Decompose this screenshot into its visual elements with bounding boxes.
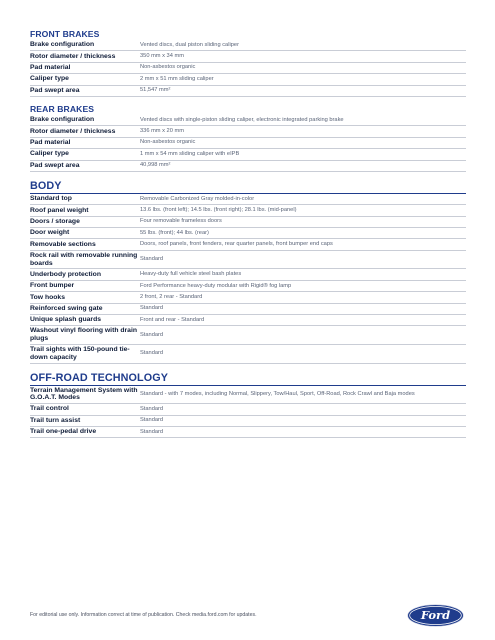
table-row (30, 194, 466, 205)
spec-value: Heavy-duty full vehicle steel bash plates (140, 269, 466, 280)
spec-value: 51,547 mm² (140, 85, 466, 96)
spec-label: Trail turn assist (30, 415, 140, 426)
table-row (30, 269, 466, 280)
table-row (30, 137, 466, 148)
table-row (30, 345, 466, 364)
spec-label: Doors / storage (30, 216, 140, 227)
table-row (30, 115, 466, 126)
spec-value: 2 mm x 51 mm sliding caliper (140, 74, 466, 85)
ford-logo-text: Ford (420, 608, 451, 623)
spec-label: Pad material (30, 137, 140, 148)
table-row (30, 160, 466, 171)
spec-value: 40,998 mm² (140, 160, 466, 171)
spec-label: Rock rail with removable running boards (30, 250, 140, 269)
spec-value: 13.6 lbs. (front left); 14.5 lbs. (front right); 28.1 lbs. (mid-panel) (140, 205, 466, 216)
table-row (30, 205, 466, 216)
table-row (30, 62, 466, 73)
spec-label: Removable sections (30, 239, 140, 250)
spec-label: Unique splash guards (30, 315, 140, 326)
off-road-technology-table (30, 386, 466, 439)
rear-brakes-table (30, 115, 466, 172)
spec-value: Vented discs with single-piston sliding caliper, electronic integrated parking brake (140, 115, 466, 126)
spec-label: Door weight (30, 228, 140, 239)
spec-value: Removable Carbonized Gray molded-in-color (140, 194, 466, 205)
section-title-body: BODY (30, 179, 466, 194)
spec-value: Standard (140, 415, 466, 426)
spec-value: 1 mm x 54 mm sliding caliper with eIPB (140, 149, 466, 160)
spec-value: Doors, roof panels, front fenders, rear quarter panels, front bumper end caps (140, 239, 466, 250)
table-row (30, 292, 466, 303)
spec-value: Standard - with 7 modes, including Normal, Slippery, Tow/Haul, Sport, Off-Road, Rock Crawl and Baja modes (140, 386, 466, 404)
spec-label: Pad swept area (30, 85, 140, 96)
spec-label: Tow hooks (30, 292, 140, 303)
section-title-off-road-technology: OFF-ROAD TECHNOLOGY (30, 371, 466, 386)
spec-label: Trail one-pedal drive (30, 426, 140, 437)
table-row (30, 404, 466, 415)
ford-logo (407, 604, 464, 627)
spec-label: Roof panel weight (30, 205, 140, 216)
table-row (30, 303, 466, 314)
spec-value: Four removable frameless doors (140, 216, 466, 227)
footer-disclaimer: For editorial use only. Information correct at time of publication. Check media.ford.com for updates. (30, 612, 257, 618)
front-brakes-table (30, 40, 466, 97)
table-row (30, 415, 466, 426)
spec-value: 336 mm x 20 mm (140, 126, 466, 137)
spec-label: Brake configuration (30, 40, 140, 51)
spec-value: Non-asbestos organic (140, 62, 466, 73)
spec-label: Brake configuration (30, 115, 140, 126)
spec-value: Standard (140, 404, 466, 415)
spec-label: Caliper type (30, 149, 140, 160)
spec-value: Standard (140, 345, 466, 364)
spec-value: Standard (140, 426, 466, 437)
spec-value: 350 mm x 34 mm (140, 51, 466, 62)
spec-value: 55 lbs. (front); 44 lbs. (rear) (140, 228, 466, 239)
spec-label: Trail sights with 150-pound tie-down capacity (30, 345, 140, 364)
table-row (30, 74, 466, 85)
spec-value: 2 front, 2 rear - Standard (140, 292, 466, 303)
table-row (30, 250, 466, 269)
spec-label: Reinforced swing gate (30, 303, 140, 314)
spec-value: Non-asbestos organic (140, 137, 466, 148)
table-row (30, 280, 466, 291)
spec-label: Washout vinyl flooring with drain plugs (30, 326, 140, 345)
spec-label: Underbody protection (30, 269, 140, 280)
table-row (30, 40, 466, 51)
spec-label: Rotor diameter / thickness (30, 51, 140, 62)
table-row (30, 326, 466, 345)
spec-label: Terrain Management System with G.O.A.T. Modes (30, 386, 140, 404)
table-row (30, 85, 466, 96)
spec-value: Standard (140, 303, 466, 314)
spec-sheet (30, 28, 466, 438)
spec-label: Caliper type (30, 74, 140, 85)
spec-label: Pad material (30, 62, 140, 73)
spec-value: Standard (140, 326, 466, 345)
spec-value: Standard (140, 250, 466, 269)
spec-label: Trail control (30, 404, 140, 415)
spec-label: Rotor diameter / thickness (30, 126, 140, 137)
section-title-rear-brakes: REAR BRAKES (30, 103, 95, 114)
table-row (30, 216, 466, 227)
table-row (30, 386, 466, 404)
spec-value: Vented discs, dual piston sliding caliper (140, 40, 466, 51)
spec-label: Standard top (30, 194, 140, 205)
table-row (30, 239, 466, 250)
table-row (30, 315, 466, 326)
spec-value: Front and rear - Standard (140, 315, 466, 326)
body-table (30, 194, 466, 364)
table-row (30, 126, 466, 137)
section-title-front-brakes: FRONT BRAKES (30, 29, 100, 39)
table-row (30, 51, 466, 62)
table-row (30, 426, 466, 437)
spec-label: Front bumper (30, 280, 140, 291)
table-row (30, 228, 466, 239)
spec-label: Pad swept area (30, 160, 140, 171)
spec-value: Ford Performance heavy-duty modular with Rigid® fog lamp (140, 280, 466, 291)
table-row (30, 149, 466, 160)
